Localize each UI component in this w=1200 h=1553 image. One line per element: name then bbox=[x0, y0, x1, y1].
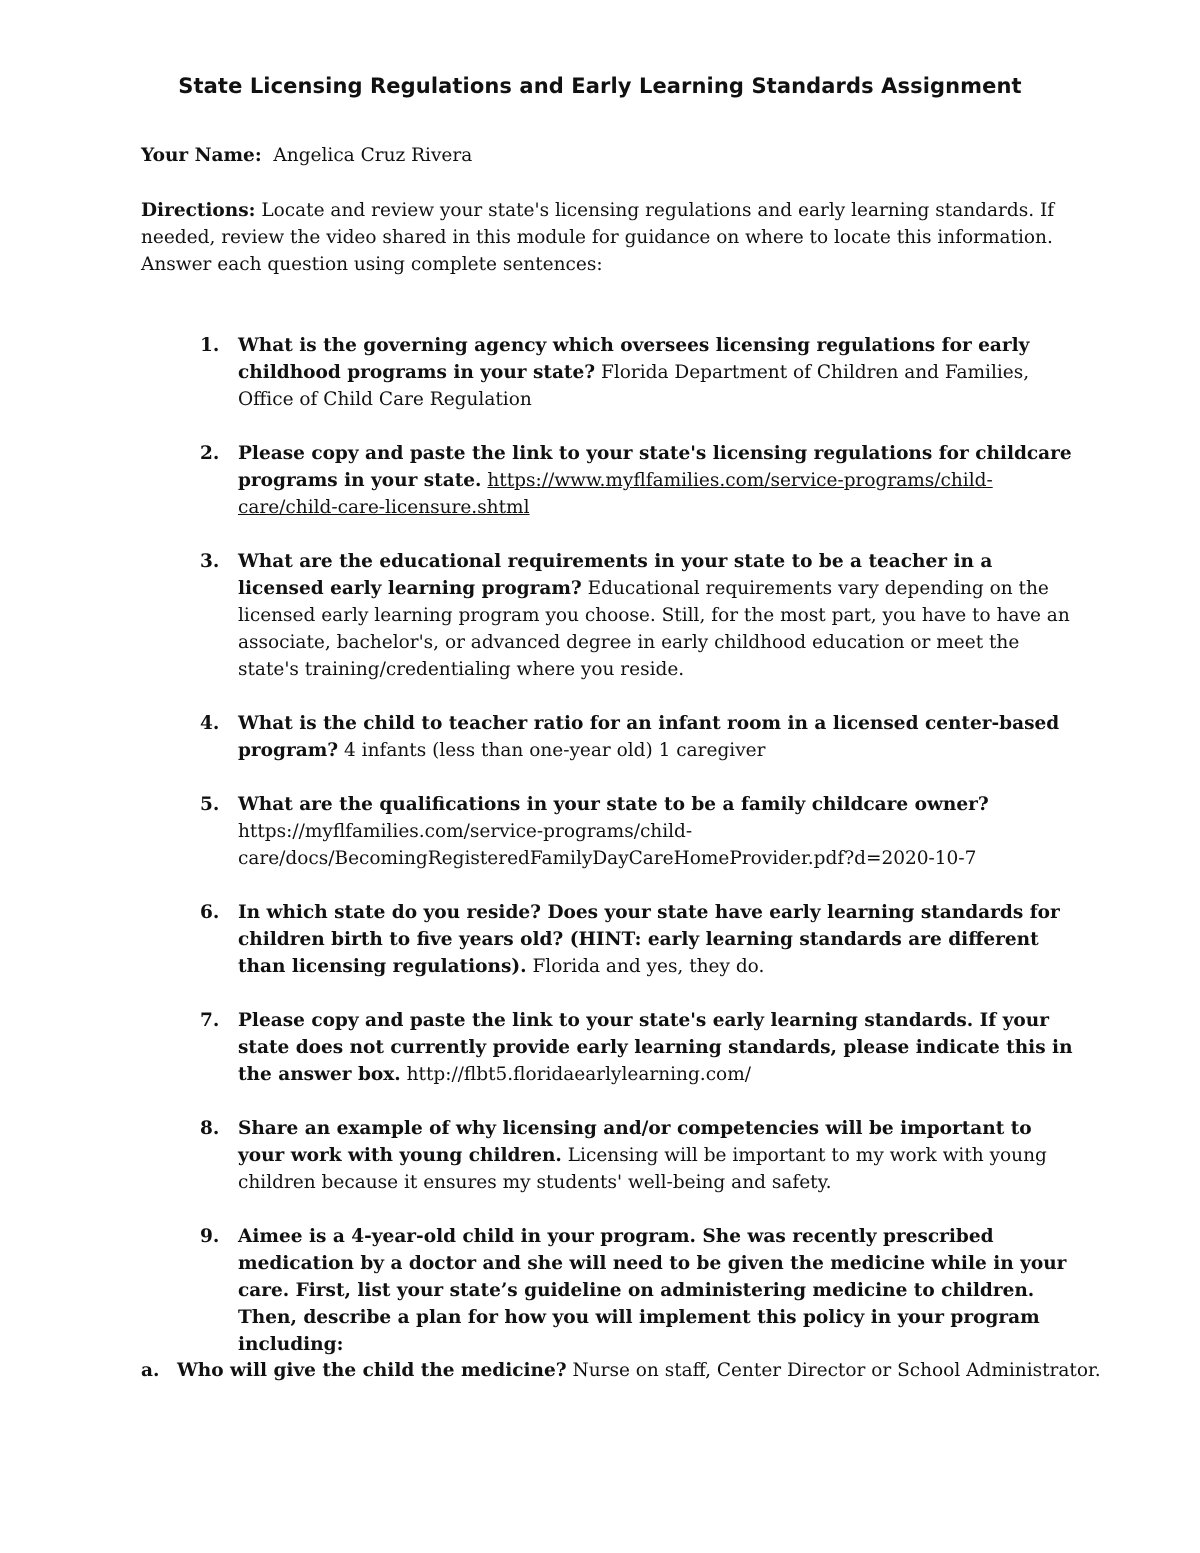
question-number: 3. bbox=[200, 551, 220, 572]
question-text: Please copy and paste the link to your state's early learning standards. If your state does not currently provide early learning standards, please indicate this in the answer box. bbox=[238, 1010, 1073, 1085]
question-number: 6. bbox=[200, 902, 220, 923]
sub-question-letter: a. bbox=[141, 1360, 160, 1381]
question-item bbox=[0, 1115, 1200, 1196]
answer-text: https://myflfamilies.com/service-programs/child-care/docs/BecomingRegisteredFamilyDayCareHomeProvider.pdf?d=2020-10-7 bbox=[238, 821, 977, 869]
question-list bbox=[0, 332, 1200, 1385]
question-item bbox=[0, 899, 1200, 980]
question-number: 1. bbox=[200, 335, 220, 356]
question-number: 5. bbox=[200, 794, 220, 815]
name-label: Your Name: bbox=[141, 145, 262, 166]
question-text: What are the educational requirements in your state to be a teacher in a licensed early learning program? bbox=[238, 551, 993, 599]
question-text: Share an example of why licensing and/or competencies will be important to your work with young children. bbox=[238, 1118, 1032, 1166]
question-item bbox=[0, 710, 1200, 764]
answer-text: Licensing will be important to my work with young children because it ensures my students' well-being and safety. bbox=[238, 1145, 1047, 1193]
question-item bbox=[0, 440, 1200, 521]
sub-question-text: Who will give the child the medicine? bbox=[177, 1360, 567, 1381]
answer-text: Florida Department of Children and Families, Office of Child Care Regulation bbox=[238, 362, 1030, 410]
directions bbox=[141, 197, 1071, 278]
name-value: Angelica Cruz Rivera bbox=[273, 145, 473, 166]
directions-text: Locate and review your state's licensing regulations and early learning standards. If needed, review the video shared in this module for guidance on where to locate this information. Answer each question using complete sentences: bbox=[141, 200, 1055, 275]
question-item bbox=[0, 548, 1200, 683]
question-text: Please copy and paste the link to your state's licensing regulations for childcare programs in your state. bbox=[238, 443, 1072, 491]
question-number: 8. bbox=[200, 1118, 220, 1139]
directions-label: Directions: bbox=[141, 200, 256, 221]
question-item bbox=[0, 791, 1200, 872]
question-item bbox=[0, 1223, 1200, 1358]
question-number: 9. bbox=[200, 1226, 220, 1247]
answer-text: Florida and yes, they do. bbox=[532, 956, 765, 977]
question-number: 2. bbox=[200, 443, 220, 464]
name-line bbox=[141, 142, 472, 169]
question-text: Aimee is a 4-year-old child in your program. She was recently prescribed medication by a doctor and she will need to be given the medicine while in your care. First, list your state’s guideline on administering medicine to children. Then, describe a plan for how you will implement this policy in your program including: bbox=[238, 1226, 1067, 1355]
question-text: What are the qualifications in your state to be a family childcare owner? bbox=[238, 794, 989, 815]
sub-answer-text: Nurse on staff, Center Director or School Administrator. bbox=[572, 1360, 1101, 1381]
answer-text: Educational requirements vary depending on the licensed early learning program you choose. Still, for the most part, you have to have an associate, bachelor's, or advanced degree in early childhood education or meet the state's training/credentialing where you reside. bbox=[238, 578, 1070, 680]
question-item bbox=[0, 332, 1200, 413]
question-number: 4. bbox=[200, 713, 220, 734]
question-number: 7. bbox=[200, 1010, 220, 1031]
document-title: State Licensing Regulations and Early Learning Standards Assignment bbox=[178, 74, 1022, 98]
question-item bbox=[0, 1007, 1200, 1088]
question-text: In which state do you reside? Does your state have early learning standards for children birth to five years old? (HINT: early learning standards are different than licensing regulations). bbox=[238, 902, 1060, 977]
question-text: What is the governing agency which oversees licensing regulations for early childhood programs in your state? bbox=[238, 335, 1030, 383]
sub-question bbox=[141, 1357, 1117, 1384]
answer-text: 4 infants (less than one-year old) 1 caregiver bbox=[344, 740, 766, 761]
answer-text: http://flbt5.floridaearlylearning.com/ bbox=[406, 1064, 751, 1085]
question-text: What is the child to teacher ratio for an infant room in a licensed center-based program? bbox=[238, 713, 1060, 761]
answer-link[interactable]: https://www.myflfamilies.com/service-programs/child-care/child-care-licensure.shtml bbox=[238, 470, 993, 518]
